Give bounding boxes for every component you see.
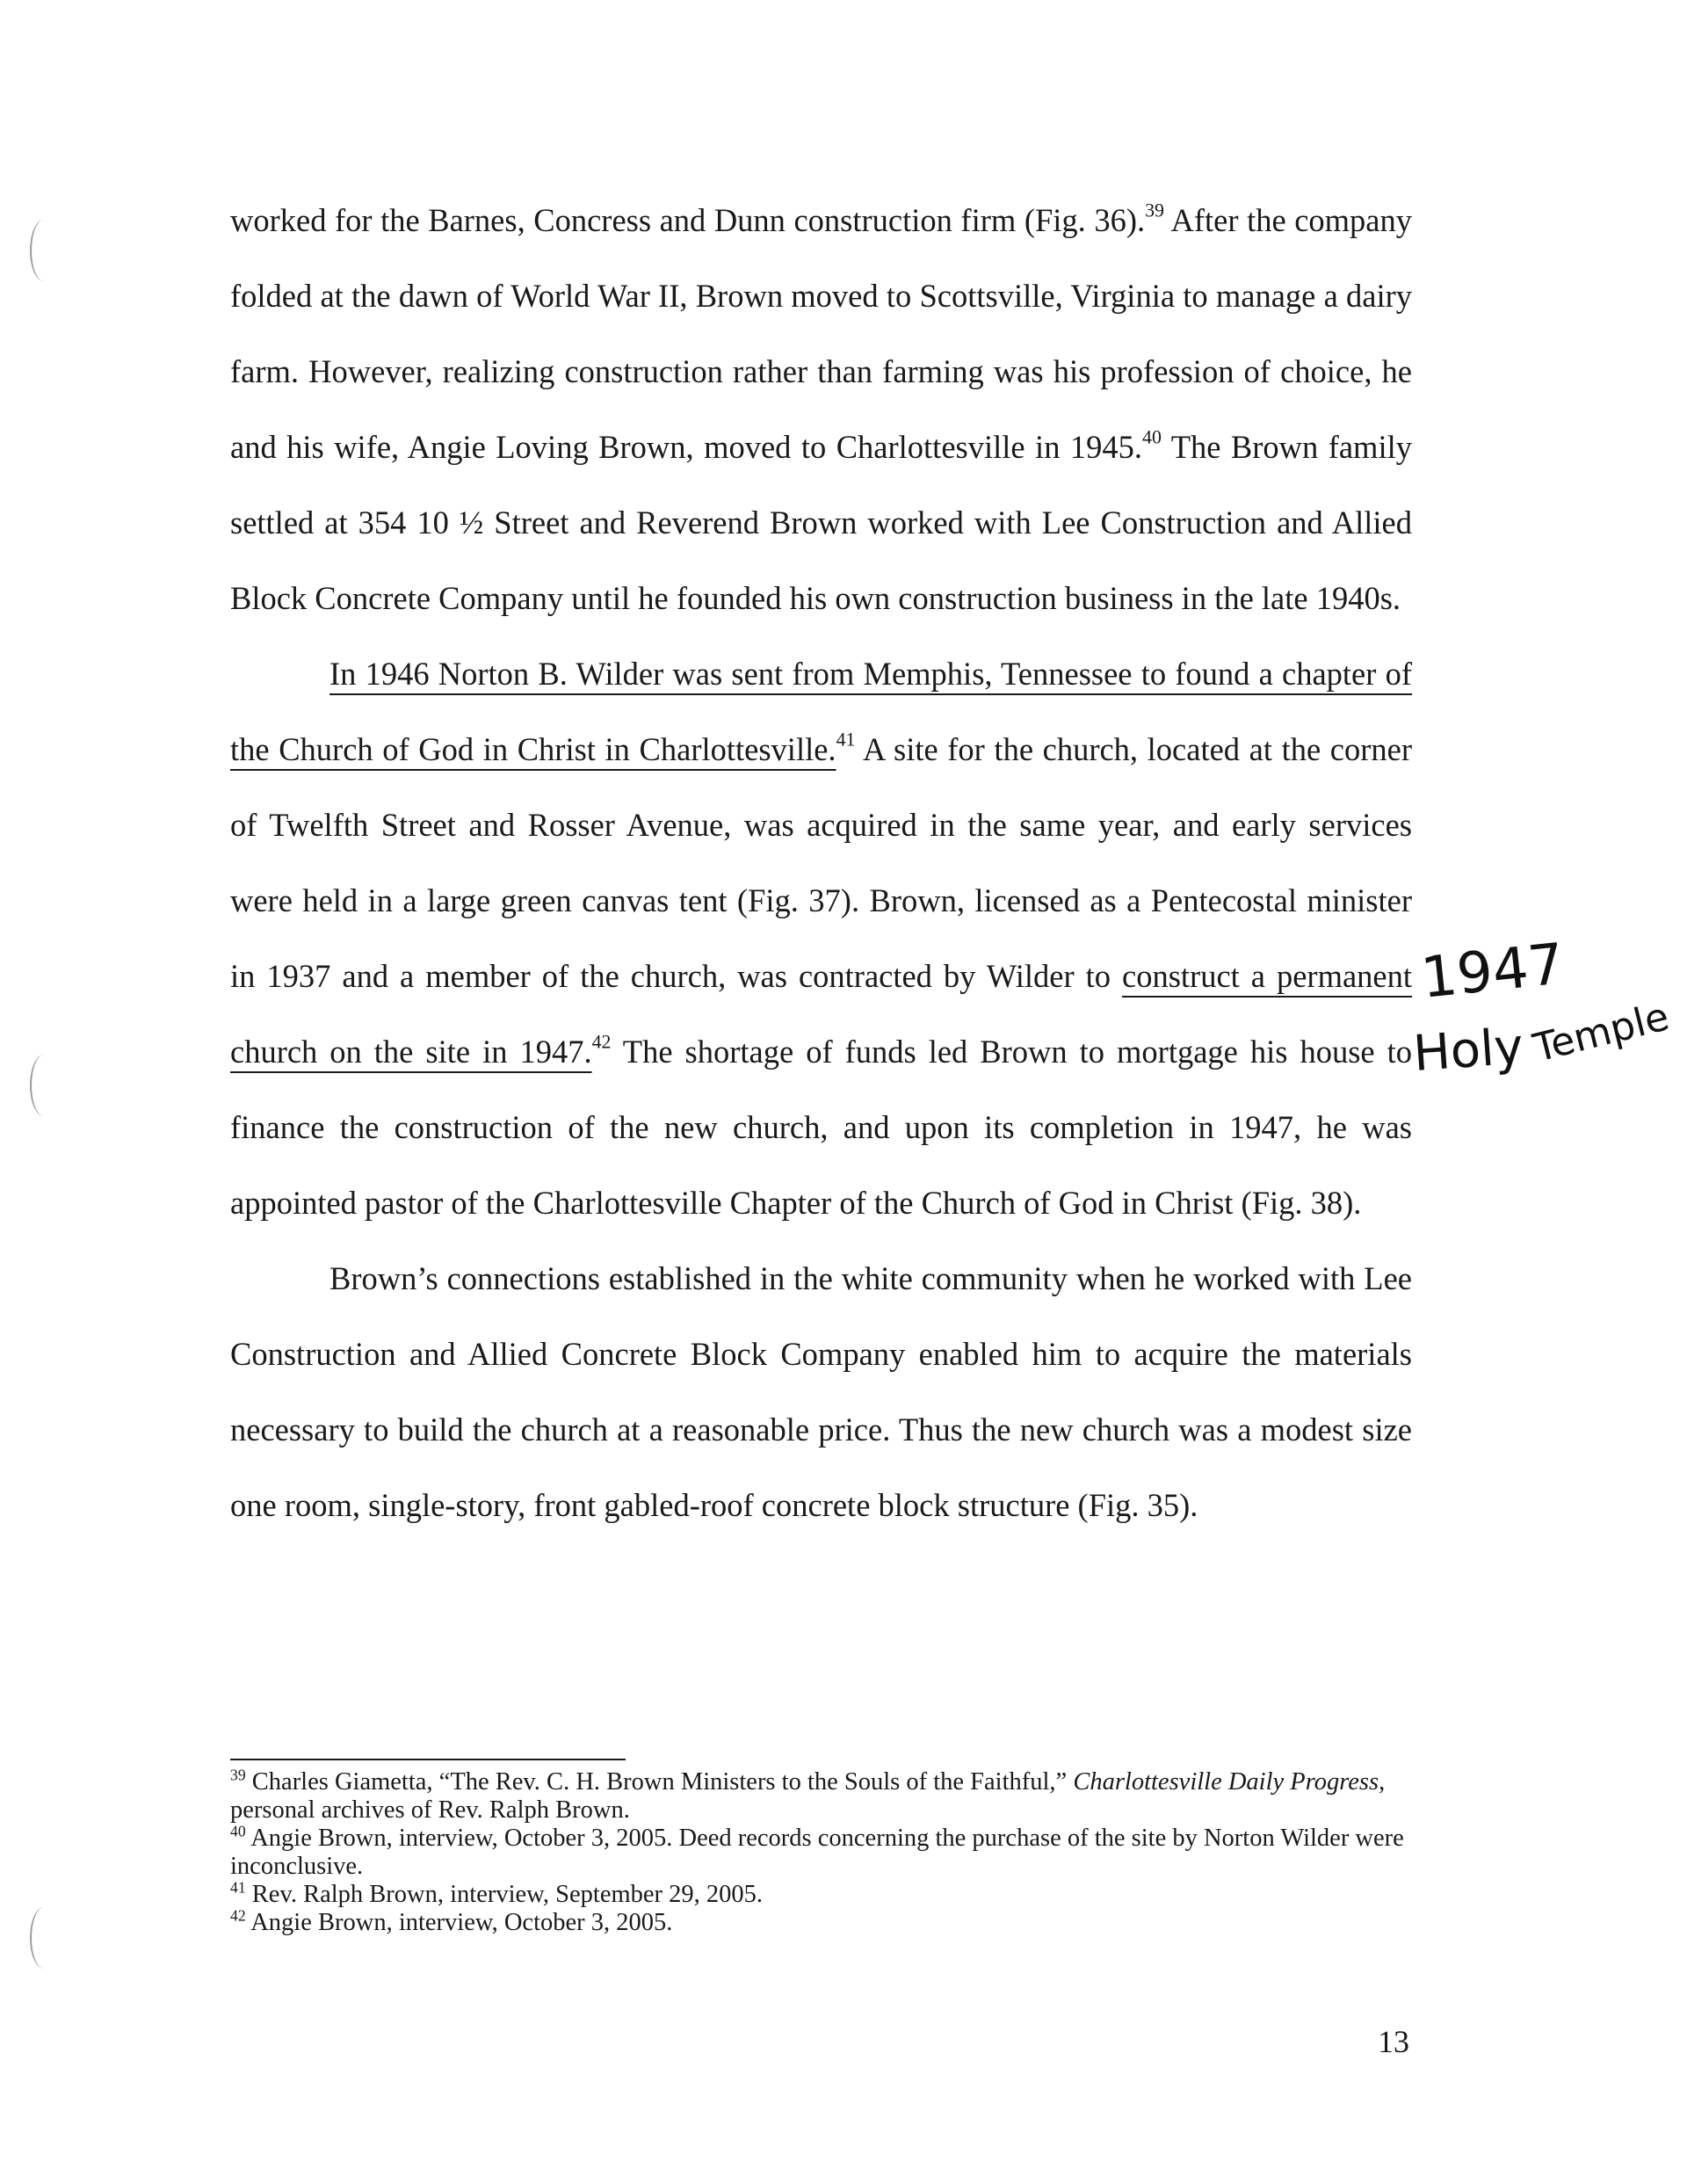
text-run: After the company folded at the dawn of World War II, Brown moved to Scottsville, Virginia to manage a dairy farm. However, realizing construction rather than farming was his profession of choice, he and his wife, Angie Loving Brown, moved to Charlottesville in 1945. [230,202,1412,465]
text-run: The Brown family settled at 354 10 ½ Street and Reverend Brown worked with Lee Construction and Allied Block Concrete Company until he founded his own construction business in the late 1940s. [230,429,1412,616]
underlined-text: In 1946 Norton B. Wilder was sent from Memphis, Tennessee to found a chapter of the Church of God in Christ in Charlottesville. [230,656,1412,767]
footnote-number: 40 [230,1822,246,1840]
text-run: , personal archives of Rev. Ralph Brown. [230,1768,1386,1824]
footnote-separator [230,1759,626,1760]
footnote [230,1906,1412,1937]
margin-bracket-mark [30,1907,58,1969]
footnote-number: 41 [230,1878,246,1897]
text-run: Brown’s connections established in the white community when he worked with Lee Construction and Allied Concrete Block Company enabled him to acquire the materials necessary to build the church at a reasonable price. Thus the new church was a modest size one room, single-story, front gabled-roof concrete block structure (Fig. 35). [230,1260,1412,1523]
footnote [230,1878,1412,1909]
text-run: Angie Brown, interview, October 3, 2005. Deed records concerning the purchase of the site by Norton Wilder were inconclusive. [230,1825,1404,1880]
footnote-number: 39 [230,1766,246,1784]
footnote [230,1768,1412,1825]
footnote-reference: 39 [1145,199,1164,221]
paragraph [230,1241,1412,1543]
text-run: worked for the Barnes, Concress and Dunn construction firm (Fig. 36). [230,202,1146,238]
handwritten-word-temple: Temple [1529,994,1674,1071]
footnote-reference: 40 [1142,425,1162,448]
text-run: A site for the church, located at the corner of Twelfth Street and Rosser Avenue, was acquired in the same year, and early services were held in a large green canvas tent (Fig. 37). Brown, licensed as a Pentecostal minister in 1937 and a member of the church, was contracted by Wilder to [230,731,1412,994]
page-number: 13 [1378,2024,1409,2059]
footnote-reference: 42 [591,1030,612,1053]
margin-bracket-mark [30,220,58,281]
italic-text: Charlottesville Daily Progress [1073,1768,1379,1796]
paragraph [230,183,1412,636]
text-run: Angie Brown, interview, October 3, 2005. [245,1909,673,1936]
margin-bracket-mark [30,1055,58,1116]
handwritten-note [1406,914,1678,1090]
text-run: Charles Giametta, “The Rev. C. H. Brown Ministers to the Souls of the Faithful,” [245,1768,1074,1796]
footnote-number: 42 [230,1906,246,1925]
footnote-reference: 41 [836,728,856,751]
text-run: The shortage of funds led Brown to mortgage his house to finance the construction of the new church, and upon its completion in 1947, he was appointed pastor of the Charlottesville Chapter of the Church of God in Christ (Fig. 38). [230,1034,1412,1221]
paragraph [230,636,1412,1241]
text-run: Rev. Ralph Brown, interview, September 29, 2005. [245,1881,764,1908]
handwritten-year: 1947 [1417,932,1568,1012]
underlined-text: construct a permanent church on the site in 1947. [230,958,1413,1070]
body-text [230,183,1412,1543]
footnote [230,1822,1412,1881]
handwritten-word-holy: Holy [1411,1018,1525,1083]
footnotes [230,1768,1412,1937]
